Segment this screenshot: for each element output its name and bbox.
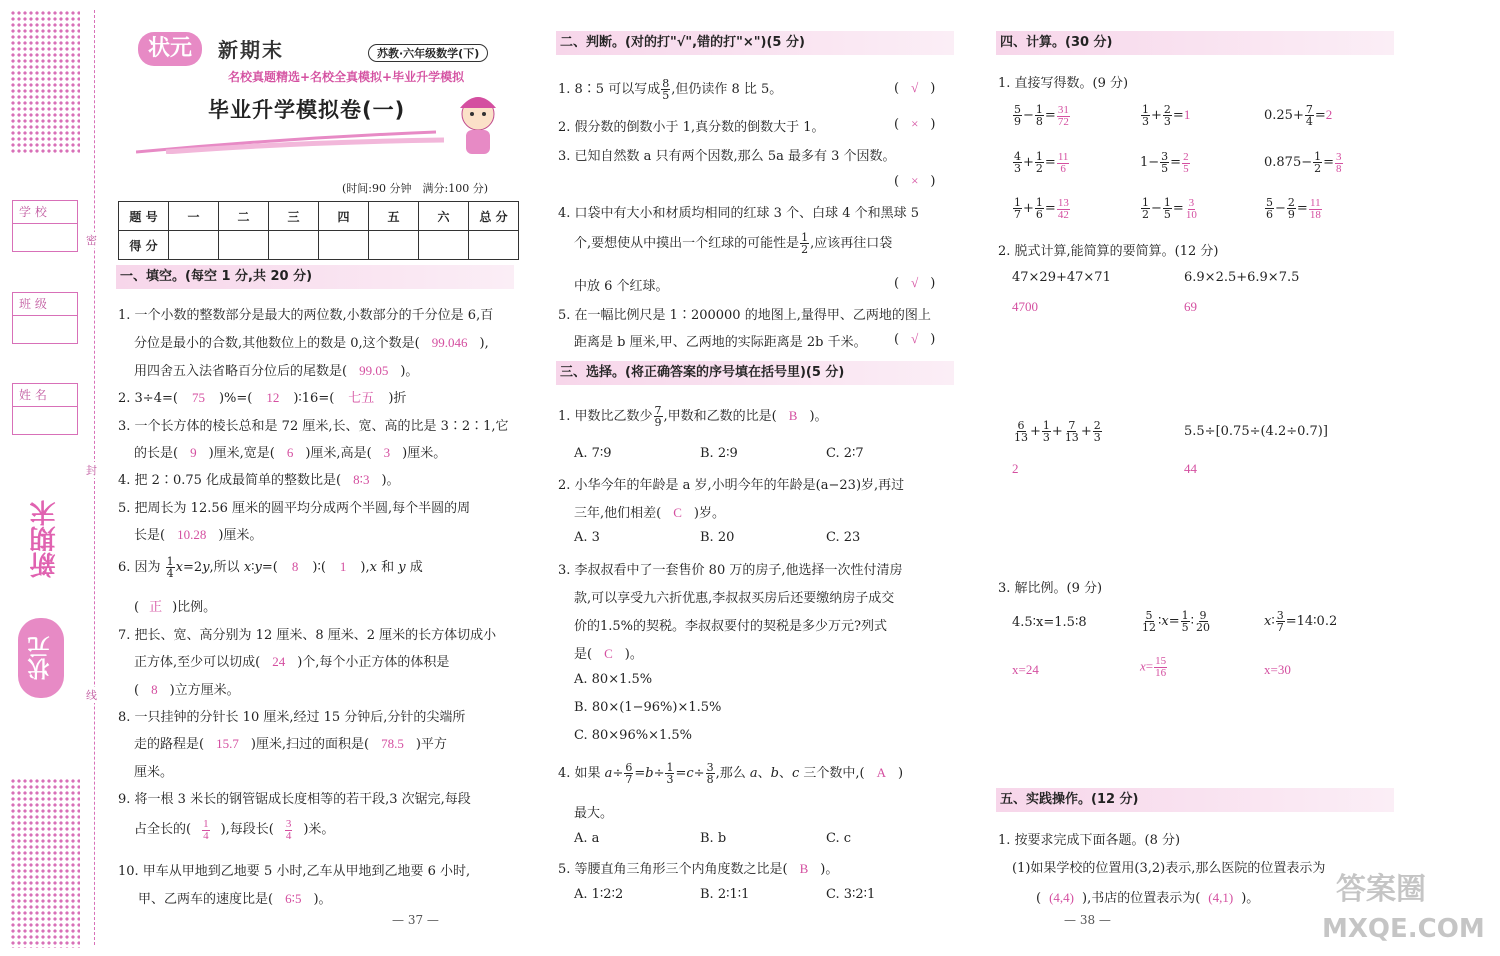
score-header-cell: 总 分 [469, 202, 519, 231]
calc-heading-3: 3. 解比例。(9 分) [998, 581, 1103, 596]
page-number-right: — 38 — [1064, 913, 1111, 927]
class-field[interactable] [12, 292, 78, 344]
choice-2-opt-a[interactable]: A. 3 [574, 530, 600, 545]
sidebar-dots-top [10, 10, 80, 155]
choice-4-line1: 4. 如果 a÷ $\frac{6}{7}$ =b÷ $\frac{1}{3}$ =c÷ $\frac{3}{8}$ ,那么 a、b、c 三个数中,( A ) [558, 761, 904, 786]
choice-1-opt-b[interactable]: B. 2∶9 [700, 446, 738, 461]
proportion-2: $\frac{5}{12}$ ∶x= $\frac{1}{5}$ ∶ $\frac{9}{20}$ [1142, 609, 1211, 634]
practice-heading-1: 1. 按要求完成下面各题。(8 分) [998, 833, 1181, 848]
judge-4-line1: 4. 口袋中有大小和材质均相同的红球 3 个、白球 4 个和黑球 5 [558, 206, 920, 221]
calc-r3c1: $\frac{1}{7}$ + $\frac{1}{6}$ = $\frac{13}{42}$ [1014, 196, 1069, 221]
score-row-label: 得 分 [119, 231, 169, 260]
judge-1-mark: ( √ ) [894, 80, 936, 96]
section-3-header: 三、选择。(将正确答案的序号填在括号里)(5 分) [556, 361, 954, 385]
q2-line: 2. 3÷4=( 75 )%=( 12 )∶16=( 七五 )折 [118, 390, 407, 406]
seal-char-1: 密 [86, 234, 97, 247]
q1-answer-2: 99.05 [359, 363, 389, 378]
q6-line1: 6. 因为 $\frac{1}{4}$ x=2y,所以 x∶y=( 8 )∶( 1 ),x 和 y 成 [118, 555, 423, 580]
choice-4-line2: 最大。 [574, 806, 614, 821]
score-header-cell: 五 [369, 202, 419, 231]
choice-3-opt-c[interactable]: C. 80×96%×1.5% [574, 728, 692, 743]
watermark-logo: 答案圈 [1336, 872, 1426, 907]
seal-char-3: 线 [86, 689, 97, 702]
choice-4-opt-a[interactable]: A. a [574, 831, 600, 846]
section-2-header: 二、判断。(对的打"√",错的打"×")(5 分) [556, 31, 954, 55]
sidebar-brand: 新期末 [30, 500, 60, 578]
section-1-header: 一、填空。(每空 1 分,共 20 分) [116, 265, 514, 289]
calc-r2c1: $\frac{4}{3}$ + $\frac{1}{2}$ = $\frac{11}{6}$ [1014, 150, 1069, 175]
calc-r1c3: 0.25+ $\frac{7}{4}$ =2 [1264, 103, 1333, 128]
q5-line2: 长是( 10.28 )厘米。 [134, 527, 263, 543]
q9-line1: 9. 将一根 3 米长的钢管锯成长度相等的若干段,3 次锯完,每段 [118, 792, 471, 807]
choice-5-opt-b[interactable]: B. 2∶1∶1 [700, 887, 750, 902]
calc-r3c2: $\frac{1}{2}$ − $\frac{1}{5}$ = $\frac{3}{10}$ [1142, 196, 1197, 221]
seal-char-2: 封 [86, 464, 97, 477]
name-label: 姓 名 [19, 388, 47, 402]
judge-5-line2: 距离是 b 厘米,甲、乙两地的实际距离是 2b 千米。 [574, 335, 867, 350]
calc-expr-1: 47×29+47×71 [1012, 270, 1111, 285]
calc-expr-3: $\frac{6}{13}$ + $\frac{1}{3}$ + $\frac{7}{13}$ + $\frac{2}{3}$ [1014, 419, 1101, 444]
q1-answer: 99.046 [431, 335, 468, 350]
score-header-cell: 二 [219, 202, 269, 231]
proportion-3-answer: x=30 [1264, 662, 1291, 677]
choice-3-opt-b[interactable]: B. 80×(1−96%)×1.5% [574, 700, 722, 715]
q7-line1: 7. 把长、宽、高分别为 12 厘米、8 厘米、2 厘米的长方体切成小 [118, 628, 497, 643]
calc-expr-2-answer: 69 [1184, 299, 1197, 314]
name-field[interactable] [12, 383, 78, 435]
choice-3-line3: 价的1.5%的契税。李叔叔要付的契税是多少万元?列式 [574, 619, 887, 634]
calc-expr-3-answer: 2 [1012, 461, 1019, 476]
calc-expr-4-answer: 44 [1184, 461, 1197, 476]
calc-r2c2: 1− $\frac{3}{5}$ = $\frac{2}{5}$ [1140, 150, 1189, 175]
q8-line3: 厘米。 [134, 765, 174, 780]
score-header-cell: 六 [419, 202, 469, 231]
score-header-cell: 四 [319, 202, 369, 231]
judge-1: 1. 8∶5 可以写成 $\frac{8}{5}$ ,但仍读作 8 比 5。 [558, 77, 783, 102]
choice-5-opt-c[interactable]: C. 3∶2∶1 [826, 887, 876, 902]
section-4-header: 四、计算。(30 分) [996, 31, 1394, 55]
q7-line3: ( 8 )立方厘米。 [134, 682, 240, 698]
choice-2-opt-c[interactable]: C. 23 [826, 530, 861, 545]
q6-line2: ( 正 )比例。 [134, 599, 217, 615]
proportion-1: 4.5∶x=1.5∶8 [1012, 615, 1087, 630]
q8-line2: 走的路程是( 15.7 )厘米,扫过的面积是( 78.5 )平方 [134, 736, 447, 752]
choice-3-line1: 3. 李叔叔看中了一套售价 80 万的房子,他选择一次性付清房 [558, 563, 903, 578]
proportion-1-answer: x=24 [1012, 662, 1039, 677]
judge-5-line1: 5. 在一幅比例尺是 1∶200000 的地图上,量得甲、乙两地的图上 [558, 308, 931, 323]
choice-2-line2: 三年,他们相差( C )岁。 [574, 505, 725, 521]
q10-line2: 甲、乙两车的速度比是( 6∶5 )。 [138, 891, 332, 907]
section-1-body [118, 0, 518, 956]
section-5-header: 五、实践操作。(12 分) [996, 788, 1394, 812]
sidebar-logo: 状元 [18, 618, 64, 698]
judge-4-mark: ( √ ) [894, 275, 936, 291]
choice-1-opt-a[interactable]: A. 7∶9 [574, 446, 612, 461]
header-subtitle: 名校真题精选+名校全真模拟+毕业升学模拟 [228, 70, 465, 84]
choice-2-line1: 2. 小华今年的年龄是 a 岁,小明今年的年龄是(a−23)岁,再过 [558, 478, 905, 493]
time-note: (时间:90 分钟 满分:100 分) [342, 182, 488, 195]
q9-line2: 占全长的( $\frac{1}{4}$ ),每段长( $\frac{3}{4}$ )米。 [134, 817, 335, 842]
header-tag: 苏教·六年级数学(下) [368, 44, 488, 62]
calc-heading-1: 1. 直接写得数。(9 分) [998, 76, 1129, 91]
q4-line: 4. 把 2∶0.75 化成最简单的整数比是( 8∶3 )。 [118, 472, 400, 488]
judge-4-line2: 个,要想使从中摸出一个红球的可能性是 $\frac{1}{2}$ ,应该再往口袋 [574, 231, 893, 256]
exam-title: 毕业升学模拟卷(一) [208, 98, 406, 122]
sidebar-dots-bottom [10, 778, 80, 948]
q1-line3: 用四舍五入法省略百分位后的尾数是( 99.05 )。 [134, 363, 419, 379]
judge-2: 2. 假分数的倒数小于 1,真分数的倒数大于 1。 [558, 120, 825, 135]
practice-line-1: (1)如果学校的位置用(3,2)表示,那么医院的位置表示为 [1012, 861, 1326, 876]
judge-3-mark: ( × ) [894, 173, 936, 189]
q7-line2: 正方体,至少可以切成( 24 )个,每个小正方体的体积是 [134, 654, 450, 670]
q3-line1: 3. 一个长方体的棱长总和是 72 厘米,长、宽、高的比是 3∶2∶1,它 [118, 419, 509, 434]
watermark-url: MXQE.COM [1322, 914, 1485, 944]
practice-line-2: ( (4,4) ),书店的位置表示为( (4,1) )。 [1036, 890, 1260, 906]
judge-3: 3. 已知自然数 a 只有两个因数,那么 5a 最多有 3 个因数。 [558, 149, 896, 164]
judge-5-mark: ( √ ) [894, 331, 936, 347]
judge-4-line3: 中放 6 个红球。 [574, 279, 669, 294]
choice-5: 5. 等腰直角三角形三个内角度数之比是( B )。 [558, 861, 839, 877]
q3-line2: 的长是( 9 )厘米,宽是( 6 )厘米,高是( 3 )厘米。 [134, 445, 447, 461]
school-field[interactable] [12, 200, 78, 252]
calc-heading-2: 2. 脱式计算,能简算的要简算。(12 分) [998, 244, 1219, 259]
choice-3-line4: 是( C )。 [574, 646, 643, 662]
q5-line1: 5. 把周长为 12.56 厘米的圆平均分成两个半圆,每个半圆的周 [118, 501, 471, 516]
choice-3-opt-a[interactable]: A. 80×1.5% [574, 672, 653, 687]
calc-r1c1: $\frac{5}{9}$ − $\frac{1}{8}$ = $\frac{31}{72}$ [1014, 103, 1069, 128]
calc-expr-4: 5.5÷[0.75÷(4.2÷0.7)] [1184, 424, 1328, 439]
section-3-body [558, 0, 958, 956]
score-header-cell: 题 号 [119, 202, 169, 231]
choice-5-opt-a[interactable]: A. 1∶2∶2 [574, 887, 624, 902]
calc-expr-1-answer: 4700 [1012, 299, 1038, 314]
calc-expr-2: 6.9×2.5+6.9×7.5 [1184, 270, 1300, 285]
q1-line2: 分位是最小的合数,其他数位上的数是 0,这个数是( 99.046 ), [134, 335, 489, 351]
header-brand: 新期末 [218, 38, 284, 62]
q1-line1: 1. 一个小数的整数部分是最大的两位数,小数部分的千分位是 6,百 [118, 308, 494, 323]
choice-4-opt-b[interactable]: B. b [700, 831, 727, 846]
choice-3-line2: 款,可以享受九六折优惠,李叔叔买房后还要缴纳房子成交 [574, 591, 895, 606]
q8-line1: 8. 一只挂钟的分针长 10 厘米,经过 15 分钟后,分针的尖端所 [118, 710, 466, 725]
choice-1: 1. 甲数比乙数少 $\frac{7}{9}$ ,甲数和乙数的比是( B )。 [558, 404, 828, 429]
proportion-3: x∶ $\frac{3}{7}$ =14∶0.2 [1264, 609, 1338, 634]
page-number-left: — 37 — [392, 913, 439, 927]
choice-4-opt-c[interactable]: C. c [826, 831, 852, 846]
choice-2-opt-b[interactable]: B. 20 [700, 530, 735, 545]
judge-2-mark: ( × ) [894, 116, 936, 132]
logo-badge: 状元 [138, 32, 202, 66]
proportion-2-answer: x= $\frac{15}{16}$ [1140, 655, 1167, 679]
choice-1-opt-c[interactable]: C. 2∶7 [826, 446, 864, 461]
calc-r2c3: 0.875− $\frac{1}{2}$ = $\frac{3}{8}$ [1264, 150, 1342, 175]
school-label: 学 校 [19, 205, 47, 219]
q10-line1: 10. 甲车从甲地到乙地要 5 小时,乙车从甲地到乙地要 6 小时, [118, 864, 471, 879]
calc-r1c2: $\frac{1}{3}$ + $\frac{2}{3}$ =1 [1142, 103, 1191, 128]
section-5-body [998, 0, 1418, 956]
score-header-cell: 三 [269, 202, 319, 231]
score-header-cell: 一 [169, 202, 219, 231]
calc-r3c3: $\frac{5}{6}$ − $\frac{2}{9}$ = $\frac{11}{18}$ [1266, 196, 1321, 221]
class-label: 班 级 [19, 297, 47, 311]
